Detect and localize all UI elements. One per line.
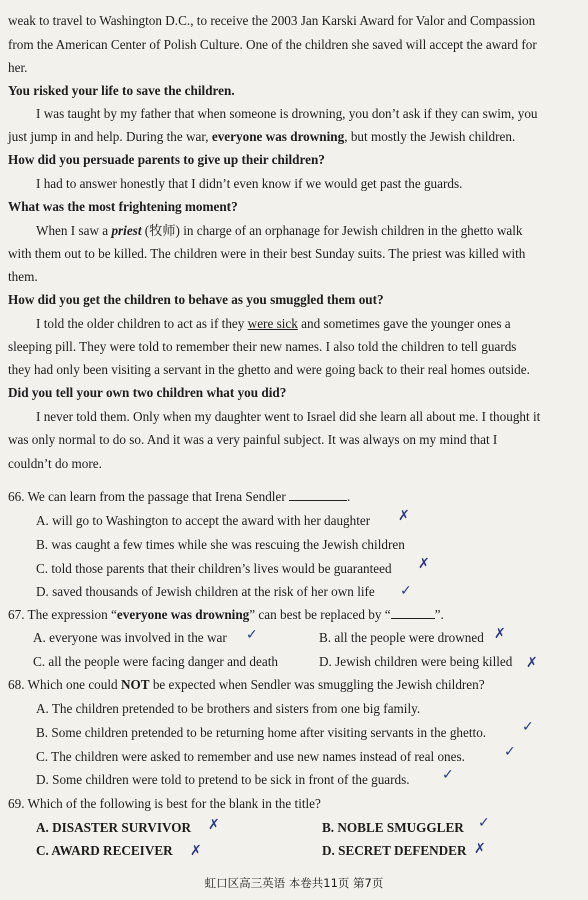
q69-option-a: A. DISASTER SURVIVOR (36, 820, 191, 835)
pen-check-mark: ✓ (246, 627, 258, 643)
pen-check-mark: ✓ (478, 815, 490, 831)
q67-option-b: B. all the people were drowned (319, 630, 484, 645)
answer-1-line-1: I was taught by my father that when someone is drowning, you don’t ask if they can swim, you (36, 106, 538, 121)
answer-4-rest: and sometimes gave the younger ones a (297, 316, 511, 331)
question-66-text: 66. We can learn from the passage that Irena Sendler (8, 489, 286, 504)
pen-cross-mark: ✗ (526, 655, 538, 671)
pen-check-mark: ✓ (442, 767, 454, 783)
q67-stem-start: 67. The expression “ (8, 607, 117, 622)
answer-blank (289, 489, 347, 501)
underlined-were-sick: were sick (247, 316, 298, 331)
q69-option-d: D. SECRET DEFENDER (322, 843, 467, 858)
phrase-everyone-drowning: everyone was drowning (211, 129, 345, 144)
answer-3-line-2: with them out to be killed. The children were in their best Sunday suits. The priest was killed with (8, 246, 526, 261)
answer-1-line-2 (8, 128, 515, 145)
pen-check-mark: ✓ (400, 583, 412, 599)
answer-4-line-2: sleeping pill. They were told to remember their new names. I also told the children to tell guards (8, 339, 517, 354)
q67-bold-phrase: everyone was drowning (116, 607, 250, 622)
answer-3-rest: (牧师) in charge of an orphanage for Jewish children in the ghetto walk (141, 223, 523, 238)
q68-option-d: D. Some children were told to pretend to be sick in front of the guards. (36, 772, 410, 787)
intro-line-3: her. (8, 60, 28, 75)
q67-option-c: C. all the people were facing danger and death (33, 654, 278, 669)
interview-question-1: You risked your life to save the children. (8, 83, 235, 98)
answer-4-lead: I told the older children to act as if they (36, 316, 248, 331)
word-priest: priest (111, 223, 142, 238)
q68-option-a: A. The children pretended to be brothers and sisters from one big family. (36, 701, 421, 716)
q68-stem-start: 68. Which one could (8, 677, 121, 692)
question-66-stem: 66. We can learn from the passage that Irena Sendler . (8, 489, 351, 504)
interview-question-2: How did you persuade parents to give up their children? (8, 152, 325, 167)
q68-bold-not: NOT (120, 677, 150, 692)
q67-option-a: A. everyone was involved in the war (33, 630, 227, 645)
answer-5-line-3: couldn’t do more. (8, 456, 102, 471)
answer-3-line-1 (36, 222, 522, 239)
answer-4-line-3: they had only been visiting a servant in the ghetto and were going back to their real homes outside. (8, 362, 530, 377)
q69-option-b: B. NOBLE SMUGGLER (322, 820, 464, 835)
q66-option-b: B. was caught a few times while she was rescuing the Jewish children (36, 537, 405, 552)
intro-line-1: weak to travel to Washington D.C., to receive the 2003 Jan Karski Award for Valor and Compassion (8, 13, 536, 28)
pen-check-mark: ✓ (504, 744, 516, 760)
answer-1-text: just jump in and help. During the war, (8, 129, 209, 144)
answer-1-tail: , but mostly the Jewish children. (344, 129, 516, 144)
interview-question-4: How did you get the children to behave as you smuggled them out? (8, 292, 384, 307)
page-footer: 虹口区高三英语 本卷共11页 第7页 (204, 876, 384, 890)
answer-3-lead: When I saw a (36, 223, 112, 238)
question-69-stem: 69. Which of the following is best for the blank in the title? (8, 796, 321, 811)
question-68-stem (8, 676, 485, 693)
pen-cross-mark: ✗ (398, 508, 410, 524)
intro-line-2: from the American Center of Polish Culture. One of the children she saved will accept the award for (8, 37, 537, 52)
q69-option-c: C. AWARD RECEIVER (36, 843, 173, 858)
pen-cross-mark: ✗ (494, 626, 506, 642)
interview-question-5: Did you tell your own two children what you did? (8, 385, 287, 400)
q68-option-b: B. Some children pretended to be returning home after visiting servants in the ghetto. (36, 725, 487, 740)
answer-5-line-1: I never told them. Only when my daughter went to Israel did she learn all about me. I thought it (36, 409, 541, 424)
pen-cross-mark: ✗ (190, 843, 202, 859)
pen-check-mark: ✓ (522, 719, 534, 735)
question-67-stem (8, 606, 444, 623)
q67-stem-end: ”. (434, 607, 444, 622)
pen-cross-mark: ✗ (208, 817, 220, 833)
answer-2: I had to answer honestly that I didn’t even know if we would get past the guards. (36, 176, 463, 191)
answer-blank (391, 607, 435, 619)
q68-stem-end: be expected when Sendler was smuggling the Jewish children? (149, 677, 485, 692)
q66-option-c: C. told those parents that their children’s lives would be guaranteed (36, 561, 392, 576)
answer-3-line-3: them. (8, 269, 38, 284)
pen-cross-mark: ✗ (418, 556, 430, 572)
q68-option-c: C. The children were asked to remember and use new names instead of real ones. (36, 749, 465, 764)
q66-option-d: D. saved thousands of Jewish children at the risk of her own life (36, 584, 375, 599)
q67-option-d: D. Jewish children were being killed (319, 654, 513, 669)
answer-4-line-1 (36, 315, 511, 332)
pen-cross-mark: ✗ (474, 841, 486, 857)
q67-stem-mid: ” can best be replaced by “ (249, 607, 391, 622)
answer-5-line-2: was only normal to do so. And it was a very painful subject. It was always on my mind that I (8, 432, 498, 447)
interview-question-3: What was the most frightening moment? (8, 199, 238, 214)
q66-option-a: A. will go to Washington to accept the award with her daughter (36, 513, 371, 528)
